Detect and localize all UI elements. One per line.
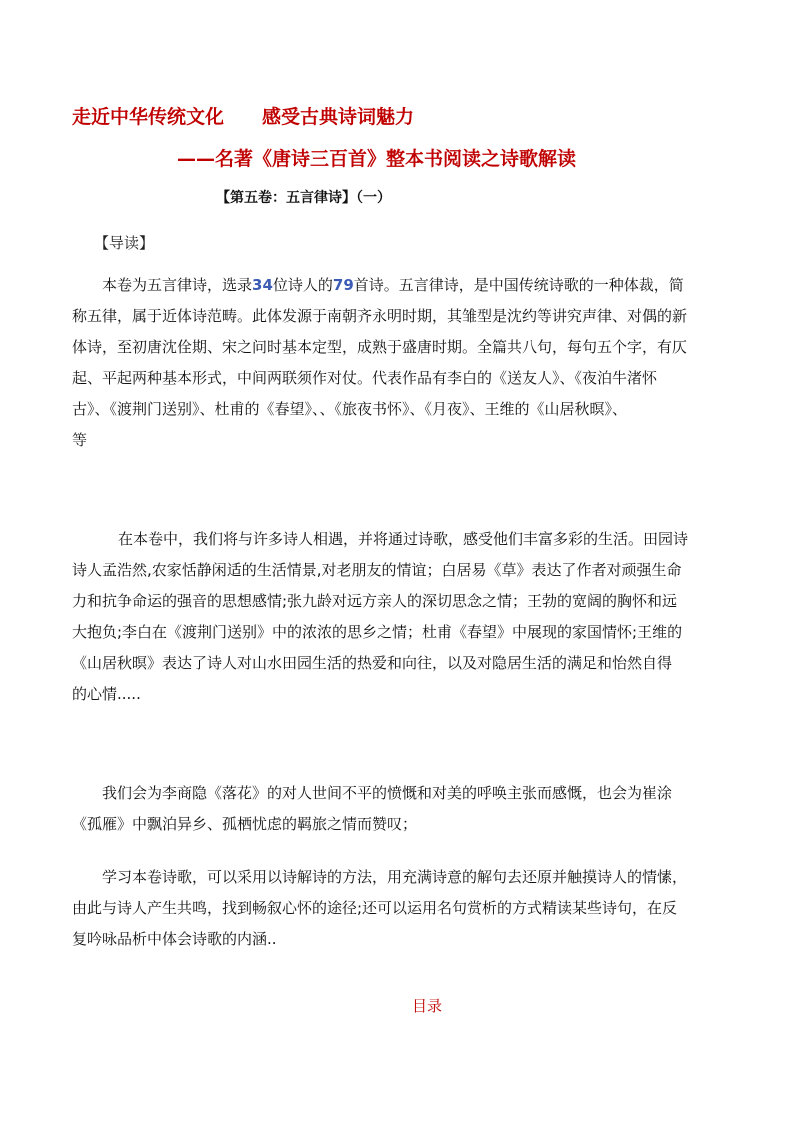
- poet-count: 34: [252, 276, 273, 294]
- table-of-contents-label: 目录: [412, 997, 443, 1015]
- paragraph-line: [72, 270, 740, 301]
- paragraph-line: 起、平起两种基本形式，中间两联须作对仗。代表作品有李白的《送友人》、《夜泊牛渚怀: [72, 369, 658, 387]
- paragraph-line: 在本卷中，我们将与许多诗人相遇，并将通过诗歌，感受他们丰富多彩的生活。田园诗: [118, 530, 689, 548]
- paragraph-line: 诗人孟浩然,农家恬静闲适的生活情景,对老朋友的情谊；白居易《草》表达了作者对顽强生命: [72, 561, 682, 579]
- main-title: [72, 104, 414, 130]
- title-part-1: 走近中华传统文化: [72, 106, 225, 128]
- intro-label: 【导读】: [94, 234, 155, 252]
- paragraph-line: 《孤雁》中飘泊异乡、孤栖忧虑的羁旅之情而赞叹；: [72, 815, 418, 833]
- paragraph-line: 由此与诗人产生共鸣，找到畅叙心怀的途径;还可以运用名句赏析的方式精读某些诗句，在反: [72, 899, 678, 917]
- paragraph-line: 力和抗争命运的强音的思想感情;张九龄对远方亲人的深切思念之情；王勃的宽阔的胸怀和远: [72, 592, 678, 610]
- paragraph-4: [72, 862, 740, 955]
- paragraph-line: 的心情.....: [72, 685, 141, 703]
- text-segment: 位诗人的: [272, 276, 333, 294]
- paragraph-line: 等: [72, 431, 88, 449]
- volume-heading: 【第五卷：五言律诗】（一）: [216, 190, 391, 206]
- paragraph-line: 大抱负;李白在《渡荆门送别》中的浓浓的思乡之情；杜甫《春望》中展现的家国情怀;王维的: [72, 623, 683, 641]
- paragraph-line: 古》、《渡荆门送别》、杜甫的《春望》、、《旅夜书怀》、《月夜》、王维的《山居秋暝》、: [72, 400, 628, 418]
- text-segment: 首诗。五言律诗，是中国传统诗歌的一种体裁，简: [353, 276, 684, 294]
- paragraph-line: 《山居秋暝》表达了诗人对山水田园生活的热爱和向往，以及对隐居生活的满足和怡然自得: [72, 654, 673, 672]
- paragraph-3: [72, 778, 740, 840]
- paragraph-line: 学习本卷诗歌，可以采用以诗解诗的方法，用充满诗意的解句去还原并触摸诗人的情愫，: [102, 868, 688, 886]
- paragraph-line: 复吟咏品析中体会诗歌的内涵..: [72, 930, 277, 948]
- paragraph-2: [72, 524, 740, 710]
- paragraph-line: 体诗，至初唐沈佺期、宋之问时基本定型，成熟于盛唐时期。全篇共八句，每句五个字，有仄: [72, 338, 688, 356]
- poem-count: 79: [332, 276, 354, 294]
- paragraph-line: 称五律，属于近体诗范畴。此体发源于南朝齐永明时期，其雏型是沈约等讲究声律、对偶的新: [72, 307, 688, 325]
- text-segment: 本卷为五言律诗，选录: [102, 276, 253, 294]
- title-part-2: 感受古典诗词魅力: [262, 106, 415, 128]
- paragraph-line: 我们会为李商隐《落花》的对人世间不平的愤慨和对美的呼唤主张而感慨，也会为崔涂: [102, 784, 673, 802]
- subtitle: ——名著《唐诗三百首》整本书阅读之诗歌解读: [177, 148, 577, 170]
- paragraph-1: [72, 270, 740, 456]
